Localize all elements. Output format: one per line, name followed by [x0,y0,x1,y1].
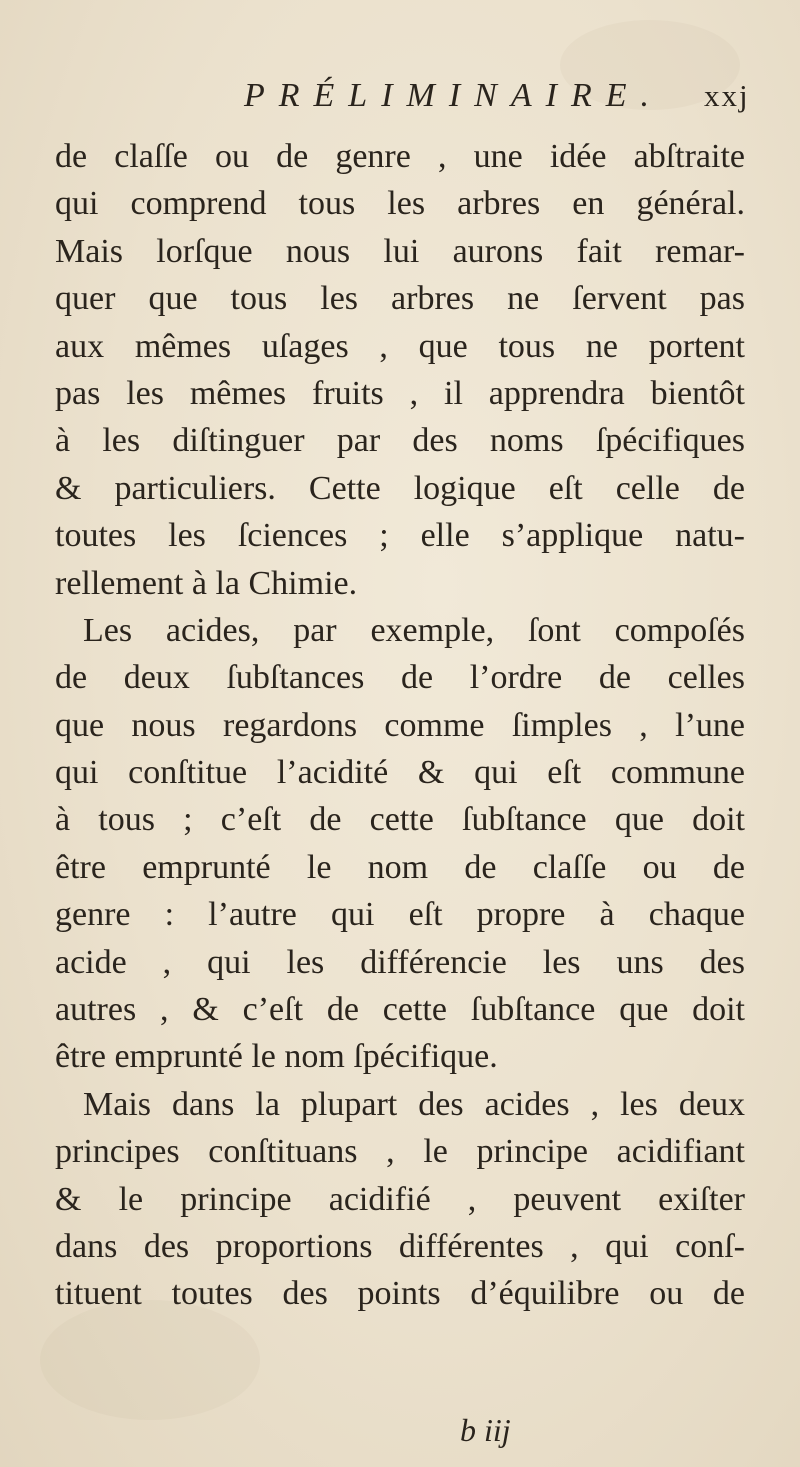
running-head-title: PRÉLIMINAIRE. [244,77,663,114]
text-line: à tous ; c’eſt de cette ſubſtance que doit [55,801,745,839]
text-line: être emprunté le nom de claſſe ou de [55,848,745,886]
text-line: tituent toutes des points d’équilibre ou de [55,1275,745,1313]
text-line: à les diſtinguer par des noms ſpécifiques [55,422,745,460]
text-line: de deux ſubſtances de l’ordre de celles [55,659,745,697]
text-line: & particuliers. Cette logique eſt celle de [55,469,745,507]
text-line: que nous regardons comme ſimples , l’une [55,706,745,744]
paper-stain [40,1300,260,1420]
text-line: pas les mêmes fruits , il apprendra bientôt [55,374,745,412]
text-line: rellement à la Chimie. [55,564,358,602]
text-line: toutes les ſciences ; elle s’applique natu- [55,517,745,555]
text-line: Les acides, par exemple, ſont compoſés [83,611,745,649]
text-line: de claſſe ou de genre , une idée abſtraite [55,138,745,175]
text-line: principes conſtituans , le principe acidifiant [55,1133,745,1171]
text-line: dans des proportions différentes , qui conſ- [55,1227,745,1265]
text-line: qui comprend tous les arbres en général. [55,185,745,223]
text-line: acide , qui les différencie les uns des [55,943,745,981]
text-line: genre : l’autre qui eſt propre à chaque [55,896,745,934]
running-head [0,66,800,126]
text-line: qui conſtitue l’acidité & qui eſt commune [55,754,745,792]
text-line: aux mêmes uſages , que tous ne portent [55,327,745,365]
body-text [55,133,745,1318]
text-line: quer que tous les arbres ne ſervent pas [55,280,745,318]
text-line: Mais lorſque nous lui aurons fait remar- [55,232,745,270]
page-number: xxj [704,78,750,113]
text-line: Mais dans la plupart des acides , les deux [83,1085,745,1123]
text-line: autres , & c’eſt de cette ſubſtance que doit [55,991,745,1029]
text-line: & le principe acidifié , peuvent exiſter [55,1180,745,1218]
signature-mark: b iij [460,1412,511,1448]
text-line: être emprunté le nom ſpécifique. [55,1038,498,1076]
